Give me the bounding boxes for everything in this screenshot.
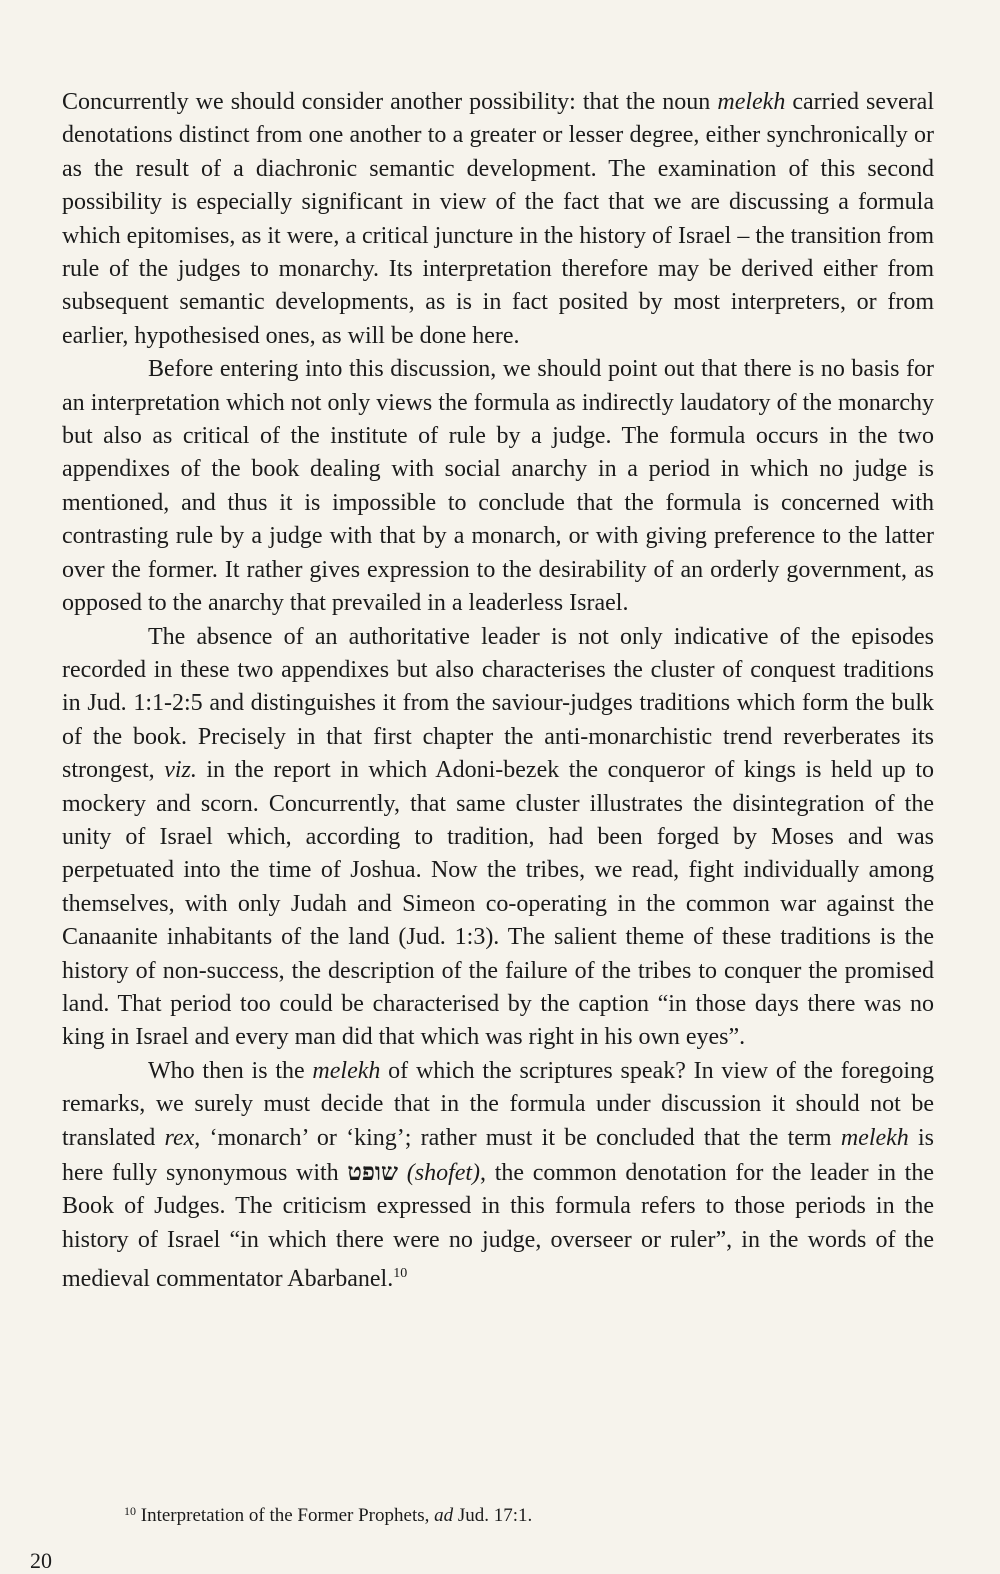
italic-term: ad (434, 1505, 454, 1526)
paragraph-text: Before entering into this discussion, we should point out that there is no basis for an interpretation which not only views the formula as indirectly laudatory of the monarchy but also as critical of the institute of rule by a judge. The formula occurs in the two appendixes of the book dealing with social anarchy in a period in which no judge is mentioned, and thus it is impossible to conclude that the formula is concerned with contrasting rule by a judge with that by a monarch, or with giving preference to the latter over the former. It rather gives expression to the desirability of an orderly government, as opposed to the anarchy that prevailed in a leaderless Israel. (62, 356, 934, 617)
paragraph-text: , ‘monarch’ or ‘king’; rather must it be concluded that the term (194, 1124, 841, 1151)
page-body (62, 86, 934, 1297)
italic-term: melekh (717, 89, 786, 115)
paragraph-text: in the report in which Adoni-bezek the conqueror of kings is held up to mockery and scorn. Concurrently, that same cluster illustrates the disintegration of the unity of Israel which, according to tradition, had been forged by Moses and was perpetuated into the time of Joshua. Now the tribes, we read, fight individually among themselves, with only Judah and Simeon co-operating in the common war against the Canaanite inhabitants of the land (Jud. 1:3). The salient theme of these traditions is the history of non-success, the description of the failure of the tribes to conquer the promised land. That period too could be characterised by the caption “in those days there was no king in Israel and every man did that which was right in his own eyes”. (62, 757, 934, 1051)
paragraph-4 (62, 1055, 934, 1297)
italic-term: (shofet) (406, 1160, 481, 1186)
footnote-text: Jud. 17:1. (453, 1505, 533, 1526)
italic-term: melekh (312, 1057, 381, 1084)
footnote-marker: 10 (124, 1504, 136, 1518)
footnote-reference: 10 (393, 1266, 408, 1282)
italic-term: viz. (164, 757, 197, 784)
paragraph-1 (62, 86, 934, 353)
paragraph-text: , the common denotation for the leader in the Book of Judges. The criticism expressed in this formula refers to those periods in the history of Israel “in which there were no judge, overseer or ruler”, in the words of the medieval commentator Abarbanel. (62, 1160, 935, 1293)
paragraph-text: of which the scriptures speak? In view of the foregoing remarks, we surely must decide that in the formula under discussion it should not be translated (62, 1057, 934, 1151)
paragraph-text: The absence of an authoritative leader is not only indicative of the episodes recorded in these two appendixes but also characterises the cluster of conquest traditions in Jud. 1:1-2:5 and distinguishes it from the saviour-judges traditions which form the bulk of the book. Precisely in that first chapter the anti-monarchistic trend reverberates its strongest, (62, 623, 934, 784)
paragraph-text: is here fully synonymous with (62, 1124, 935, 1186)
paragraph-3 (62, 621, 934, 1055)
page-number: 20 (30, 1548, 52, 1573)
paragraph-text: Concurrently we should consider another possibility: that the noun (62, 89, 718, 115)
italic-term: melekh (840, 1124, 909, 1151)
paragraph-2 (62, 353, 934, 620)
footnote-text: Interpretation of the Former Prophets, (140, 1505, 435, 1526)
italic-term: rex (164, 1124, 195, 1151)
hebrew-word: שופט (347, 1157, 399, 1186)
paragraph-text: carried several denotations distinct from one another to a greater or lesser degree, either synchronically or as the result of a diachronic semantic development. The examination of this second possibility is especially significant in view of the fact that we are discussing a formula which epitomises, as it were, a critical juncture in the history of Israel – the transition from rule of the judges to monarchy. Its interpretation therefore may be derived either from subsequent semantic developments, as is in fact posited by most interpreters, or from earlier, hypothesised ones, as will be done here. (62, 89, 934, 349)
footnote (124, 1498, 924, 1529)
paragraph-text: Who then is the (148, 1057, 313, 1084)
